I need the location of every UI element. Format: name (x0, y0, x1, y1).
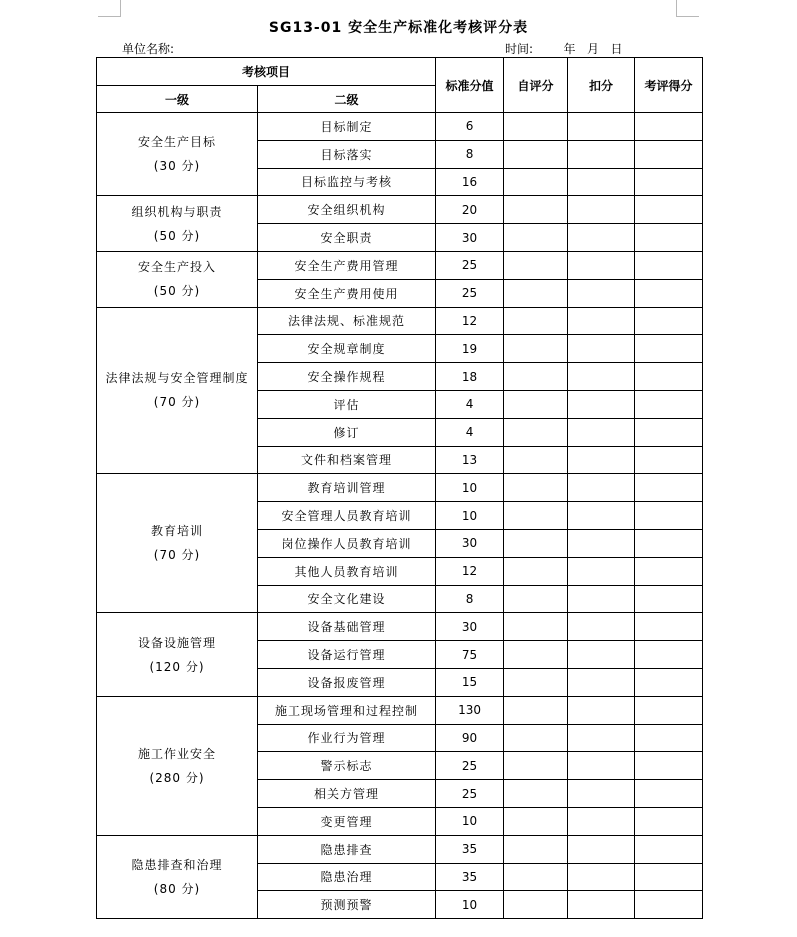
deduction-cell[interactable] (568, 418, 635, 446)
level1-category-name: 法律法规与安全管理制度 (105, 371, 249, 386)
final-score-cell[interactable] (635, 585, 703, 613)
standard-score-value: 4 (436, 418, 504, 446)
self-evaluation-cell[interactable] (504, 279, 568, 307)
level2-item-name: 预测预警 (258, 891, 436, 919)
deduction-cell[interactable] (568, 279, 635, 307)
self-evaluation-cell[interactable] (504, 807, 568, 835)
standard-score-value: 130 (436, 696, 504, 724)
final-score-cell[interactable] (635, 668, 703, 696)
deduction-cell[interactable] (568, 863, 635, 891)
self-evaluation-cell[interactable] (504, 363, 568, 391)
self-evaluation-cell[interactable] (504, 752, 568, 780)
standard-score-value: 25 (436, 279, 504, 307)
deduction-cell[interactable] (568, 168, 635, 196)
level2-item-name: 设备运行管理 (258, 641, 436, 669)
final-score-cell[interactable] (635, 835, 703, 863)
final-score-cell[interactable] (635, 140, 703, 168)
final-score-cell[interactable] (635, 335, 703, 363)
deduction-cell[interactable] (568, 529, 635, 557)
self-evaluation-cell[interactable] (504, 224, 568, 252)
level2-item-name: 设备报废管理 (258, 668, 436, 696)
final-score-cell[interactable] (635, 196, 703, 224)
self-evaluation-cell[interactable] (504, 140, 568, 168)
standard-score-value: 35 (436, 863, 504, 891)
deduction-cell[interactable] (568, 224, 635, 252)
standard-score-value: 18 (436, 363, 504, 391)
level2-item-name: 评估 (258, 390, 436, 418)
self-evaluation-cell[interactable] (504, 613, 568, 641)
header-final-score: 考评得分 (635, 58, 703, 113)
level1-category-points: (280 分) (149, 770, 205, 785)
standard-score-value: 8 (436, 140, 504, 168)
self-evaluation-cell[interactable] (504, 196, 568, 224)
self-evaluation-cell[interactable] (504, 835, 568, 863)
self-evaluation-cell[interactable] (504, 390, 568, 418)
level2-item-name: 相关方管理 (258, 780, 436, 808)
self-evaluation-cell[interactable] (504, 446, 568, 474)
final-score-cell[interactable] (635, 474, 703, 502)
table-body (97, 113, 703, 919)
self-evaluation-cell[interactable] (504, 891, 568, 919)
table-row (97, 113, 703, 141)
level1-category-name: 安全生产投入 (137, 260, 216, 275)
table-row (97, 474, 703, 502)
level1-category-cell (97, 474, 258, 613)
final-score-cell[interactable] (635, 390, 703, 418)
deduction-cell[interactable] (568, 752, 635, 780)
deduction-cell[interactable] (568, 307, 635, 335)
standard-score-value: 19 (436, 335, 504, 363)
level2-item-name: 施工现场管理和过程控制 (258, 696, 436, 724)
level2-item-name: 安全组织机构 (258, 196, 436, 224)
level1-category-name: 组织机构与职责 (131, 204, 223, 219)
level2-item-name: 目标监控与考核 (258, 168, 436, 196)
score-table (96, 57, 703, 919)
deduction-cell[interactable] (568, 835, 635, 863)
table-row (97, 696, 703, 724)
level1-category-name: 安全生产目标 (137, 135, 216, 150)
document-title: SG13-01 安全生产标准化考核评分表 (268, 20, 529, 36)
standard-score-value: 75 (436, 641, 504, 669)
deduction-cell[interactable] (568, 196, 635, 224)
standard-score-value: 35 (436, 835, 504, 863)
final-score-cell[interactable] (635, 363, 703, 391)
level2-item-name: 目标制定 (258, 113, 436, 141)
level2-item-name: 文件和档案管理 (258, 446, 436, 474)
standard-score-value: 12 (436, 307, 504, 335)
level2-item-name: 隐患排查 (258, 835, 436, 863)
table-row (97, 196, 703, 224)
deduction-cell[interactable] (568, 641, 635, 669)
level1-category-points: (120 分) (149, 659, 205, 674)
standard-score-value: 10 (436, 891, 504, 919)
deduction-cell[interactable] (568, 474, 635, 502)
deduction-cell[interactable] (568, 891, 635, 919)
final-score-cell[interactable] (635, 696, 703, 724)
header-assessment-item: 考核项目 (97, 58, 436, 86)
deduction-cell[interactable] (568, 557, 635, 585)
deduction-cell[interactable] (568, 335, 635, 363)
level2-item-name: 安全生产费用管理 (258, 251, 436, 279)
level2-item-name: 法律法规、标准规范 (258, 307, 436, 335)
final-score-cell[interactable] (635, 418, 703, 446)
standard-score-value: 25 (436, 251, 504, 279)
level1-category-name: 教育培训 (150, 524, 203, 539)
deduction-cell[interactable] (568, 140, 635, 168)
deduction-cell[interactable] (568, 113, 635, 141)
level2-item-name: 安全管理人员教育培训 (258, 502, 436, 530)
self-evaluation-cell[interactable] (504, 863, 568, 891)
standard-score-value: 30 (436, 529, 504, 557)
standard-score-value: 30 (436, 613, 504, 641)
self-evaluation-cell[interactable] (504, 780, 568, 808)
table-row (97, 251, 703, 279)
final-score-cell[interactable] (635, 502, 703, 530)
final-score-cell[interactable] (635, 224, 703, 252)
level2-item-name: 其他人员教育培训 (258, 557, 436, 585)
final-score-cell[interactable] (635, 641, 703, 669)
self-evaluation-cell[interactable] (504, 418, 568, 446)
level2-item-name: 安全规章制度 (258, 335, 436, 363)
standard-score-value: 25 (436, 752, 504, 780)
level2-item-name: 警示标志 (258, 752, 436, 780)
self-evaluation-cell[interactable] (504, 668, 568, 696)
deduction-cell[interactable] (568, 390, 635, 418)
final-score-cell[interactable] (635, 251, 703, 279)
page-corner-mark-right (676, 0, 699, 17)
level1-category-points: (30 分) (153, 159, 201, 174)
table-row (97, 613, 703, 641)
standard-score-value: 15 (436, 668, 504, 696)
level2-item-name: 隐患治理 (258, 863, 436, 891)
level1-category-points: (50 分) (153, 284, 201, 299)
standard-score-value: 13 (436, 446, 504, 474)
table-row (97, 835, 703, 863)
header-self-evaluation: 自评分 (504, 58, 568, 113)
standard-score-value: 4 (436, 390, 504, 418)
level2-item-name: 安全操作规程 (258, 363, 436, 391)
deduction-cell[interactable] (568, 780, 635, 808)
header-standard-score: 标准分值 (436, 58, 504, 113)
level1-category-cell (97, 307, 258, 474)
self-evaluation-cell[interactable] (504, 307, 568, 335)
self-evaluation-cell[interactable] (504, 502, 568, 530)
level1-category-points: (50 分) (153, 228, 201, 243)
level2-item-name: 作业行为管理 (258, 724, 436, 752)
standard-score-value: 10 (436, 474, 504, 502)
final-score-cell[interactable] (635, 529, 703, 557)
level1-category-cell (97, 196, 258, 252)
standard-score-value: 90 (436, 724, 504, 752)
level2-item-name: 安全职责 (258, 224, 436, 252)
header-deduction: 扣分 (568, 58, 635, 113)
deduction-cell[interactable] (568, 696, 635, 724)
deduction-cell[interactable] (568, 446, 635, 474)
standard-score-value: 12 (436, 557, 504, 585)
final-score-cell[interactable] (635, 613, 703, 641)
deduction-cell[interactable] (568, 502, 635, 530)
final-score-cell[interactable] (635, 557, 703, 585)
page-corner-mark-left (98, 0, 121, 17)
standard-score-value: 20 (436, 196, 504, 224)
level1-category-points: (70 分) (153, 548, 201, 563)
level2-item-name: 修订 (258, 418, 436, 446)
self-evaluation-cell[interactable] (504, 168, 568, 196)
level1-category-cell (97, 696, 258, 835)
table-row (97, 307, 703, 335)
standard-score-value: 10 (436, 807, 504, 835)
deduction-cell[interactable] (568, 251, 635, 279)
level1-category-points: (70 分) (153, 395, 201, 410)
self-evaluation-cell[interactable] (504, 474, 568, 502)
header-level-2: 二级 (258, 86, 436, 113)
final-score-cell[interactable] (635, 891, 703, 919)
final-score-cell[interactable] (635, 307, 703, 335)
header-level-1: 一级 (97, 86, 258, 113)
unit-name-label: 单位名称: (122, 42, 175, 56)
final-score-cell[interactable] (635, 807, 703, 835)
self-evaluation-cell[interactable] (504, 557, 568, 585)
level2-item-name: 设备基础管理 (258, 613, 436, 641)
level2-item-name: 变更管理 (258, 807, 436, 835)
self-evaluation-cell[interactable] (504, 113, 568, 141)
level1-category-name: 设备设施管理 (137, 635, 216, 650)
deduction-cell[interactable] (568, 668, 635, 696)
level2-item-name: 安全文化建设 (258, 585, 436, 613)
self-evaluation-cell[interactable] (504, 585, 568, 613)
level2-item-name: 教育培训管理 (258, 474, 436, 502)
deduction-cell[interactable] (568, 807, 635, 835)
level2-item-name: 安全生产费用使用 (258, 279, 436, 307)
deduction-cell[interactable] (568, 724, 635, 752)
final-score-cell[interactable] (635, 780, 703, 808)
standard-score-value: 16 (436, 168, 504, 196)
deduction-cell[interactable] (568, 613, 635, 641)
deduction-cell[interactable] (568, 585, 635, 613)
level1-category-cell (97, 613, 258, 696)
time-label: 时间: 年 月 日 (505, 42, 623, 56)
final-score-cell[interactable] (635, 113, 703, 141)
final-score-cell[interactable] (635, 446, 703, 474)
level1-category-name: 隐患排查和治理 (131, 857, 223, 872)
self-evaluation-cell[interactable] (504, 724, 568, 752)
standard-score-value: 30 (436, 224, 504, 252)
level2-item-name: 目标落实 (258, 140, 436, 168)
self-evaluation-cell[interactable] (504, 696, 568, 724)
level1-category-cell (97, 251, 258, 307)
final-score-cell[interactable] (635, 279, 703, 307)
level1-category-cell (97, 835, 258, 918)
standard-score-value: 25 (436, 780, 504, 808)
final-score-cell[interactable] (635, 168, 703, 196)
level1-category-points: (80 分) (153, 881, 201, 896)
final-score-cell[interactable] (635, 752, 703, 780)
standard-score-value: 6 (436, 113, 504, 141)
final-score-cell[interactable] (635, 724, 703, 752)
self-evaluation-cell[interactable] (504, 335, 568, 363)
level1-category-cell (97, 113, 258, 196)
self-evaluation-cell[interactable] (504, 251, 568, 279)
standard-score-value: 8 (436, 585, 504, 613)
standard-score-value: 10 (436, 502, 504, 530)
deduction-cell[interactable] (568, 363, 635, 391)
self-evaluation-cell[interactable] (504, 641, 568, 669)
level1-category-name: 施工作业安全 (137, 746, 216, 761)
level2-item-name: 岗位操作人员教育培训 (258, 529, 436, 557)
self-evaluation-cell[interactable] (504, 529, 568, 557)
final-score-cell[interactable] (635, 863, 703, 891)
